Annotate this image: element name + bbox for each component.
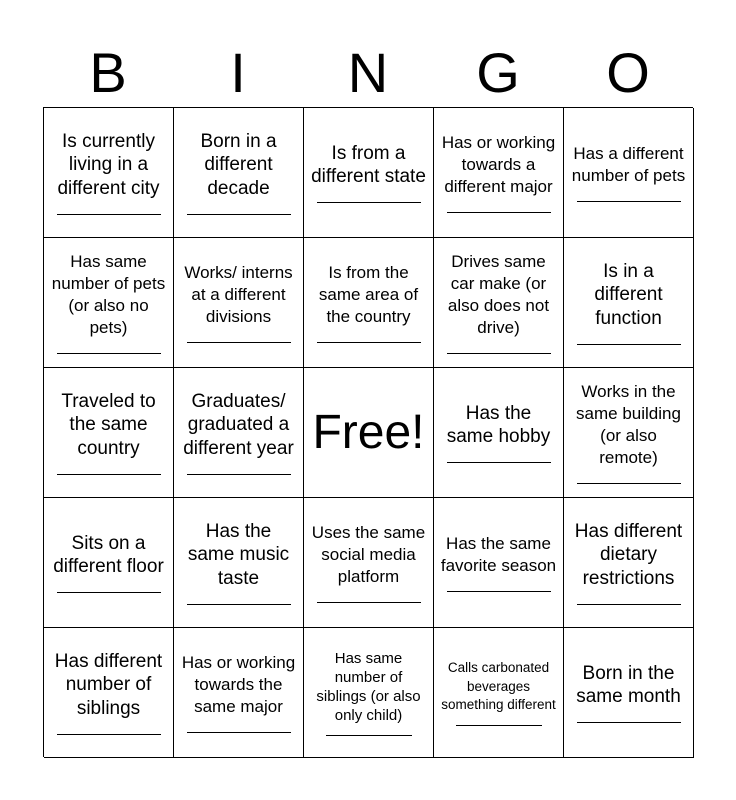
header-letter-b: B [89, 41, 127, 104]
cell-text: Has different number of siblings [54, 650, 163, 719]
bingo-cell[interactable] [174, 108, 304, 238]
cell-text: Drives same car make (or also does not drive) [447, 251, 550, 338]
cell-text: Uses the same social media platform [311, 522, 426, 587]
cell-text: Has a different number of pets [571, 143, 686, 185]
signature-line [577, 344, 681, 345]
cell-text: Is from the same area of the country [318, 262, 419, 327]
bingo-cell[interactable] [564, 628, 694, 758]
cell-text: Calls carbonated beverages something different [441, 660, 556, 713]
header-letter-n: N [347, 41, 389, 104]
bingo-cell[interactable] [44, 238, 174, 368]
signature-line [577, 604, 681, 605]
signature-line [447, 462, 551, 463]
bingo-cell[interactable] [434, 628, 564, 758]
bingo-header [43, 40, 693, 106]
signature-line [326, 735, 412, 736]
bingo-cell[interactable] [564, 108, 694, 238]
free-space-cell[interactable] [304, 368, 434, 498]
bingo-grid [43, 107, 693, 757]
signature-line [57, 592, 161, 593]
bingo-cell[interactable] [44, 368, 174, 498]
signature-line [447, 591, 551, 592]
cell-text: Has the same hobby [446, 402, 551, 447]
cell-text: Born in the same month [576, 662, 681, 707]
signature-line [57, 734, 161, 735]
signature-line [317, 602, 421, 603]
cell-text: Traveled to the same country [61, 390, 156, 459]
signature-line [57, 353, 161, 354]
signature-line [187, 474, 291, 475]
signature-line [187, 342, 291, 343]
cell-text: Sits on a different floor [53, 532, 164, 577]
cell-text: Works/ interns at a different divisions [184, 262, 293, 327]
signature-line [577, 722, 681, 723]
bingo-cell[interactable] [44, 108, 174, 238]
bingo-cell[interactable] [434, 108, 564, 238]
bingo-cell[interactable] [434, 368, 564, 498]
signature-line [187, 732, 291, 733]
cell-text: Works in the same building (or also remote) [576, 381, 681, 468]
signature-line [577, 201, 681, 202]
bingo-cell[interactable] [44, 628, 174, 758]
header-letter-i: I [230, 41, 246, 104]
bingo-cell[interactable] [304, 628, 434, 758]
signature-line [317, 202, 421, 203]
cell-text: Has the same favorite season [440, 533, 557, 575]
cell-text: Has the same music taste [187, 520, 290, 589]
signature-line [317, 342, 421, 343]
cell-text: Has different dietary restrictions [574, 520, 683, 589]
bingo-cell[interactable] [304, 108, 434, 238]
free-space-label: Free! [312, 405, 425, 459]
bingo-cell[interactable] [174, 628, 304, 758]
bingo-cell[interactable] [434, 238, 564, 368]
bingo-cell[interactable] [564, 498, 694, 628]
cell-text: Born in a different decade [200, 130, 277, 199]
cell-text: Is from a different state [311, 142, 426, 187]
bingo-cell[interactable] [564, 368, 694, 498]
bingo-cell[interactable] [434, 498, 564, 628]
bingo-cell[interactable] [564, 238, 694, 368]
bingo-cell[interactable] [174, 368, 304, 498]
bingo-cell[interactable] [174, 498, 304, 628]
cell-text: Has same number of pets (or also no pets) [51, 251, 166, 338]
signature-line [57, 214, 161, 215]
bingo-cell[interactable] [44, 498, 174, 628]
cell-text: Has or working towards the same major [181, 652, 296, 717]
signature-line [447, 353, 551, 354]
bingo-cell[interactable] [304, 498, 434, 628]
signature-line [57, 474, 161, 475]
cell-text: Is currently living in a different city [57, 130, 160, 199]
signature-line [447, 212, 551, 213]
cell-text: Graduates/ graduated a different year [183, 390, 294, 459]
signature-line [577, 483, 681, 484]
header-letter-g: G [476, 41, 520, 104]
header-letter-o: O [606, 41, 650, 104]
signature-line [187, 214, 291, 215]
signature-line [187, 604, 291, 605]
bingo-cell[interactable] [304, 238, 434, 368]
cell-text: Is in a different function [594, 260, 663, 329]
bingo-cell[interactable] [174, 238, 304, 368]
cell-text: Has or working towards a different major [441, 132, 556, 197]
cell-text: Has same number of siblings (or also only child) [316, 649, 421, 725]
signature-line [456, 725, 542, 726]
